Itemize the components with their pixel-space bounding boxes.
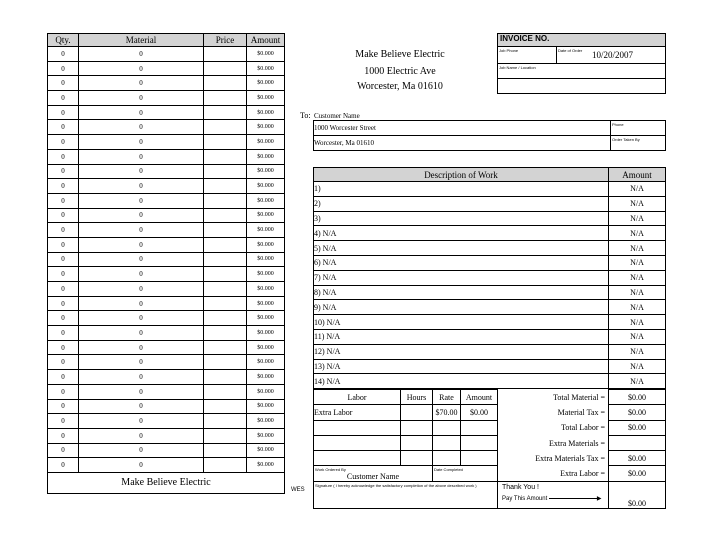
material-row [48, 223, 285, 238]
work-description: 13) N/A [314, 359, 609, 374]
amount-cell: $0.000 [247, 384, 285, 399]
total-label: Extra Materials = [498, 435, 609, 450]
job-location-line [498, 79, 666, 94]
work-row [314, 374, 666, 389]
amount-cell: $0.000 [247, 370, 285, 385]
material-cell: 0 [79, 458, 204, 473]
amount-cell: $0.000 [247, 399, 285, 414]
price-cell [204, 355, 247, 370]
work-amount: N/A [609, 226, 666, 241]
material-row [48, 384, 285, 399]
total-label: Total Material = [498, 390, 609, 405]
amount-header: Amount [247, 34, 285, 47]
material-row [48, 296, 285, 311]
ordered-by-label: Work Ordered By [315, 467, 346, 473]
material-row [48, 120, 285, 135]
work-row [314, 196, 666, 211]
amount-cell: $0.000 [247, 282, 285, 297]
price-cell [204, 370, 247, 385]
price-cell [204, 237, 247, 252]
price-cell [204, 120, 247, 135]
total-value: $0.00 [609, 466, 666, 481]
qty-cell: 0 [48, 428, 79, 443]
work-row [314, 226, 666, 241]
price-cell [204, 135, 247, 150]
work-amount: N/A [609, 211, 666, 226]
qty-cell: 0 [48, 76, 79, 91]
qty-cell: 0 [48, 164, 79, 179]
labor-blank [461, 451, 498, 466]
material-row [48, 149, 285, 164]
invoice-box [497, 33, 666, 94]
labor-header: Labor [314, 390, 401, 405]
price-header: Price [204, 34, 247, 47]
material-row [48, 61, 285, 76]
total-label: Total Labor = [498, 420, 609, 435]
material-row [48, 47, 285, 62]
date-value: 10/20/2007 [591, 50, 633, 60]
customer-box [313, 120, 666, 151]
qty-cell: 0 [48, 193, 79, 208]
customer-name: Customer Name [314, 112, 360, 120]
customer-city: Worcester, Ma 01610 [314, 136, 611, 151]
material-row [48, 237, 285, 252]
price-cell [204, 399, 247, 414]
price-cell [204, 179, 247, 194]
labor-blank [461, 420, 498, 435]
material-row [48, 282, 285, 297]
work-description: 11) N/A [314, 329, 609, 344]
qty-cell: 0 [48, 179, 79, 194]
total-value: $0.00 [609, 405, 666, 420]
qty-cell: 0 [48, 61, 79, 76]
price-cell [204, 384, 247, 399]
work-description: 6) N/A [314, 255, 609, 270]
work-amount: N/A [609, 270, 666, 285]
pay-label-wrap [502, 495, 602, 502]
work-amount: N/A [609, 255, 666, 270]
labor-rate: $70.00 [433, 405, 461, 420]
labor-blank [401, 451, 433, 466]
phone-cell [611, 121, 666, 136]
work-description: 8) N/A [314, 285, 609, 300]
price-cell [204, 149, 247, 164]
material-cell: 0 [79, 355, 204, 370]
total-value: $0.00 [609, 390, 666, 405]
qty-cell: 0 [48, 296, 79, 311]
material-row [48, 399, 285, 414]
ordered-by-cell [314, 466, 433, 481]
labor-blank [314, 435, 401, 450]
job-phone-label: Job Phone [499, 48, 519, 53]
amount-cell: $0.000 [247, 414, 285, 429]
material-row [48, 208, 285, 223]
qty-cell: 0 [48, 105, 79, 120]
labor-amount: $0.00 [461, 405, 498, 420]
material-cell: 0 [79, 370, 204, 385]
amount-cell: $0.000 [247, 355, 285, 370]
material-row [48, 443, 285, 458]
job-phone-cell [498, 47, 557, 64]
qty-cell: 0 [48, 252, 79, 267]
qty-cell: 0 [48, 326, 79, 341]
work-row [314, 315, 666, 330]
materials-table [47, 33, 285, 494]
amount-cell: $0.000 [247, 120, 285, 135]
price-cell [204, 428, 247, 443]
material-row [48, 193, 285, 208]
company-city: Worcester, Ma 01610 [357, 81, 443, 92]
work-description: 1) [314, 182, 609, 197]
date-cell [557, 47, 666, 64]
work-amount: N/A [609, 359, 666, 374]
material-row [48, 135, 285, 150]
work-amount: N/A [609, 285, 666, 300]
material-cell: 0 [79, 91, 204, 106]
amount-cell: $0.000 [247, 76, 285, 91]
pay-value: $0.00 [609, 481, 666, 508]
work-amount: N/A [609, 374, 666, 389]
price-cell [204, 296, 247, 311]
amount-cell: $0.000 [247, 458, 285, 473]
material-cell: 0 [79, 311, 204, 326]
labor-item: Extra Labor [314, 405, 401, 420]
price-cell [204, 458, 247, 473]
work-amount: N/A [609, 196, 666, 211]
amount-cell: $0.000 [247, 428, 285, 443]
work-description: 3) [314, 211, 609, 226]
work-description: 10) N/A [314, 315, 609, 330]
material-row [48, 428, 285, 443]
qty-cell: 0 [48, 355, 79, 370]
material-row [48, 326, 285, 341]
qty-header: Qty. [48, 34, 79, 47]
description-header: Description of Work [314, 168, 609, 182]
qty-cell: 0 [48, 267, 79, 282]
work-description: 9) N/A [314, 300, 609, 315]
qty-cell: 0 [48, 91, 79, 106]
pay-cell [498, 481, 609, 508]
material-row [48, 179, 285, 194]
job-location-label: Job Name / Location [499, 65, 536, 70]
pay-label: Pay This Amount [502, 495, 548, 502]
material-cell: 0 [79, 120, 204, 135]
amount-cell: $0.000 [247, 179, 285, 194]
labor-blank [401, 420, 433, 435]
company-street: 1000 Electric Ave [364, 66, 436, 77]
amount-cell: $0.000 [247, 149, 285, 164]
qty-cell: 0 [48, 399, 79, 414]
labor-blank [433, 451, 461, 466]
ordered-by: Customer Name [346, 471, 400, 481]
material-cell: 0 [79, 135, 204, 150]
amount-cell: $0.000 [247, 296, 285, 311]
material-row [48, 164, 285, 179]
signature-cell [314, 481, 498, 508]
qty-cell: 0 [48, 414, 79, 429]
work-amount: N/A [609, 300, 666, 315]
qty-cell: 0 [48, 208, 79, 223]
material-cell: 0 [79, 149, 204, 164]
total-label: Extra Materials Tax = [498, 451, 609, 466]
price-cell [204, 311, 247, 326]
materials-footer-company: Make Believe Electric [48, 472, 285, 493]
amount-cell: $0.000 [247, 135, 285, 150]
work-amount: N/A [609, 182, 666, 197]
work-amount: N/A [609, 344, 666, 359]
price-cell [204, 340, 247, 355]
hours-header: Hours [401, 390, 433, 405]
material-header: Material [79, 34, 204, 47]
material-cell: 0 [79, 340, 204, 355]
qty-cell: 0 [48, 370, 79, 385]
material-row [48, 355, 285, 370]
qty-cell: 0 [48, 47, 79, 62]
work-amount: N/A [609, 241, 666, 256]
qty-cell: 0 [48, 223, 79, 238]
total-value: $0.00 [609, 420, 666, 435]
price-cell [204, 61, 247, 76]
labor-blank [314, 420, 401, 435]
amount-cell: $0.000 [247, 208, 285, 223]
material-row [48, 252, 285, 267]
material-cell: 0 [79, 61, 204, 76]
amount-cell: $0.000 [247, 267, 285, 282]
labor-amount-header: Amount [461, 390, 498, 405]
amount-cell: $0.000 [247, 326, 285, 341]
qty-cell: 0 [48, 149, 79, 164]
material-row [48, 340, 285, 355]
company-name: Make Believe Electric [355, 49, 445, 60]
arrow-line [549, 498, 597, 499]
material-cell: 0 [79, 208, 204, 223]
amount-cell: $0.000 [247, 61, 285, 76]
labor-hours [401, 405, 433, 420]
price-cell [204, 223, 247, 238]
material-row [48, 76, 285, 91]
work-row [314, 300, 666, 315]
price-cell [204, 164, 247, 179]
totals-table [313, 389, 666, 509]
material-cell: 0 [79, 237, 204, 252]
work-amount-header: Amount [609, 168, 666, 182]
qty-cell: 0 [48, 443, 79, 458]
material-cell: 0 [79, 399, 204, 414]
work-description: 12) N/A [314, 344, 609, 359]
price-cell [204, 326, 247, 341]
material-cell: 0 [79, 47, 204, 62]
work-row [314, 270, 666, 285]
amount-cell: $0.000 [247, 311, 285, 326]
work-description: 7) N/A [314, 270, 609, 285]
work-row [314, 359, 666, 374]
job-location-cell [498, 64, 666, 79]
labor-blank [433, 420, 461, 435]
amount-cell: $0.000 [247, 91, 285, 106]
price-cell [204, 47, 247, 62]
material-row [48, 267, 285, 282]
completed-cell [433, 466, 498, 481]
material-row [48, 414, 285, 429]
material-row [48, 370, 285, 385]
amount-cell: $0.000 [247, 340, 285, 355]
material-cell: 0 [79, 267, 204, 282]
price-cell [204, 267, 247, 282]
amount-cell: $0.000 [247, 443, 285, 458]
qty-cell: 0 [48, 340, 79, 355]
material-cell: 0 [79, 384, 204, 399]
material-row [48, 105, 285, 120]
total-value: $0.00 [609, 451, 666, 466]
labor-blank [433, 435, 461, 450]
material-cell: 0 [79, 326, 204, 341]
amount-cell: $0.000 [247, 105, 285, 120]
qty-cell: 0 [48, 120, 79, 135]
work-row [314, 329, 666, 344]
price-cell [204, 252, 247, 267]
material-cell: 0 [79, 223, 204, 238]
material-row [48, 91, 285, 106]
initials: WES [291, 487, 305, 493]
material-cell: 0 [79, 252, 204, 267]
material-cell: 0 [79, 164, 204, 179]
labor-blank [461, 435, 498, 450]
amount-cell: $0.000 [247, 223, 285, 238]
work-row [314, 285, 666, 300]
arrow-right-icon: ▶ [596, 495, 602, 502]
price-cell [204, 76, 247, 91]
work-row [314, 182, 666, 197]
price-cell [204, 105, 247, 120]
price-cell [204, 91, 247, 106]
material-cell: 0 [79, 428, 204, 443]
material-cell: 0 [79, 193, 204, 208]
material-cell: 0 [79, 414, 204, 429]
qty-cell: 0 [48, 384, 79, 399]
qty-cell: 0 [48, 237, 79, 252]
taken-by-cell [611, 136, 666, 151]
labor-blank [401, 435, 433, 450]
price-cell [204, 443, 247, 458]
date-label: Date of Order [558, 48, 583, 53]
qty-cell: 0 [48, 282, 79, 297]
work-description: 2) [314, 196, 609, 211]
invoice-title: INVOICE NO. [498, 34, 666, 47]
material-cell: 0 [79, 179, 204, 194]
total-label: Material Tax = [498, 405, 609, 420]
material-cell: 0 [79, 105, 204, 120]
work-description: 4) N/A [314, 226, 609, 241]
price-cell [204, 282, 247, 297]
price-cell [204, 208, 247, 223]
work-table [313, 167, 666, 389]
total-label: Extra Labor = [498, 466, 609, 481]
material-row [48, 311, 285, 326]
to-label: To: [300, 111, 311, 120]
labor-blank [314, 451, 401, 466]
amount-cell: $0.000 [247, 193, 285, 208]
material-cell: 0 [79, 296, 204, 311]
completed-label: Date Completed [434, 467, 463, 473]
amount-cell: $0.000 [247, 252, 285, 267]
rate-header: Rate [433, 390, 461, 405]
price-cell [204, 414, 247, 429]
material-cell: 0 [79, 282, 204, 297]
work-row [314, 211, 666, 226]
qty-cell: 0 [48, 135, 79, 150]
amount-cell: $0.000 [247, 47, 285, 62]
material-cell: 0 [79, 443, 204, 458]
total-value [609, 435, 666, 450]
amount-cell: $0.000 [247, 164, 285, 179]
work-amount: N/A [609, 315, 666, 330]
signature-label: Signature ( I hereby acknowledge the satisfactory completion of the above described work ) [315, 482, 477, 488]
work-description: 5) N/A [314, 241, 609, 256]
work-description: 14) N/A [314, 374, 609, 389]
qty-cell: 0 [48, 458, 79, 473]
qty-cell: 0 [48, 311, 79, 326]
material-cell: 0 [79, 76, 204, 91]
thank-you: Thank You ! [502, 483, 539, 491]
amount-cell: $0.000 [247, 237, 285, 252]
customer-street: 1000 Worcester Street [314, 121, 611, 136]
work-amount: N/A [609, 329, 666, 344]
taken-by-label: Order Taken By [612, 137, 640, 142]
work-row [314, 241, 666, 256]
phone-label: Phone [612, 122, 624, 127]
work-row [314, 344, 666, 359]
work-row [314, 255, 666, 270]
price-cell [204, 193, 247, 208]
material-row [48, 458, 285, 473]
